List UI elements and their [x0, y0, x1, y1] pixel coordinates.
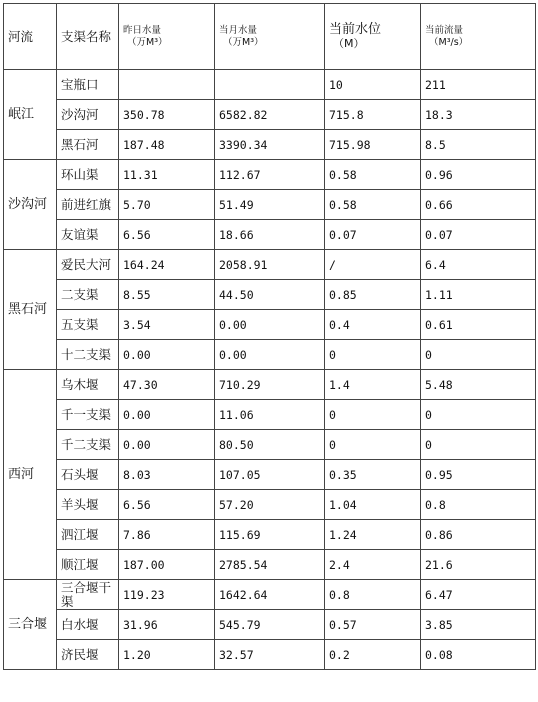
table-row: [4, 310, 536, 340]
yesterday-volume-cell: 0.00: [119, 400, 215, 430]
flow-rate-cell: 0.95: [421, 460, 536, 490]
yesterday-volume-cell: 7.86: [119, 520, 215, 550]
table-row: [4, 520, 536, 550]
month-volume-cell: [215, 70, 325, 100]
water-level-cell: 715.8: [325, 100, 421, 130]
water-level-cell: 0: [325, 400, 421, 430]
header-month: [215, 4, 325, 70]
flow-rate-cell: 18.3: [421, 100, 536, 130]
branch-name-cell: 爱民大河: [57, 250, 119, 280]
branch-name-cell: 沙沟河: [57, 100, 119, 130]
header-level-label: 当前水位: [329, 21, 382, 37]
month-volume-cell: 545.79: [215, 610, 325, 640]
water-level-cell: 0.58: [325, 160, 421, 190]
flow-rate-cell: 21.6: [421, 550, 536, 580]
table-row: [4, 130, 536, 160]
flow-rate-cell: 1.11: [421, 280, 536, 310]
table-row: [4, 550, 536, 580]
river-name-cell: 西河: [4, 370, 57, 580]
flow-rate-cell: 211: [421, 70, 536, 100]
flow-rate-cell: 0.86: [421, 520, 536, 550]
flow-rate-cell: 5.48: [421, 370, 536, 400]
river-name-cell: 三合堰: [4, 580, 57, 670]
month-volume-cell: 115.69: [215, 520, 325, 550]
flow-rate-cell: 0: [421, 430, 536, 460]
water-level-cell: 0: [325, 430, 421, 460]
month-volume-cell: 11.06: [215, 400, 325, 430]
flow-rate-cell: 0: [421, 340, 536, 370]
flow-rate-cell: 0.8: [421, 490, 536, 520]
water-level-cell: 1.4: [325, 370, 421, 400]
yesterday-volume-cell: 47.30: [119, 370, 215, 400]
header-branch-name: 支渠名称: [57, 4, 119, 70]
water-level-cell: 0: [325, 340, 421, 370]
water-level-cell: 0.85: [325, 280, 421, 310]
yesterday-volume-cell: 11.31: [119, 160, 215, 190]
branch-name-cell: 三合堰干渠: [57, 580, 119, 610]
yesterday-volume-cell: 187.48: [119, 130, 215, 160]
flow-rate-cell: 6.47: [421, 580, 536, 610]
table-row: [4, 250, 536, 280]
table-row: [4, 460, 536, 490]
water-data-table: [3, 3, 536, 670]
month-volume-cell: 2785.54: [215, 550, 325, 580]
branch-name-cell: 宝瓶口: [57, 70, 119, 100]
header-row: [4, 4, 536, 70]
header-yesterday: [119, 4, 215, 70]
branch-name-cell: 石头堰: [57, 460, 119, 490]
flow-rate-cell: 0: [421, 400, 536, 430]
branch-name-cell: 泗江堰: [57, 520, 119, 550]
yesterday-volume-cell: 6.56: [119, 490, 215, 520]
header-river: 河流: [4, 4, 57, 70]
branch-name-cell: 济民堰: [57, 640, 119, 670]
yesterday-volume-cell: 164.24: [119, 250, 215, 280]
header-level-unit: （M）: [333, 36, 365, 50]
yesterday-volume-cell: 8.03: [119, 460, 215, 490]
water-level-cell: 10: [325, 70, 421, 100]
flow-rate-cell: 8.5: [421, 130, 536, 160]
yesterday-volume-cell: 5.70: [119, 190, 215, 220]
water-level-cell: 0.07: [325, 220, 421, 250]
flow-rate-cell: 0.08: [421, 640, 536, 670]
water-level-cell: 0.2: [325, 640, 421, 670]
branch-name-cell: 黑石河: [57, 130, 119, 160]
month-volume-cell: 57.20: [215, 490, 325, 520]
yesterday-volume-cell: 119.23: [119, 580, 215, 610]
yesterday-volume-cell: 6.56: [119, 220, 215, 250]
flow-rate-cell: 6.4: [421, 250, 536, 280]
yesterday-volume-cell: 0.00: [119, 340, 215, 370]
water-level-cell: 0.8: [325, 580, 421, 610]
water-level-cell: 0.58: [325, 190, 421, 220]
header-yesterday-label: 昨日水量: [123, 24, 162, 36]
branch-name-cell: 羊头堰: [57, 490, 119, 520]
table-row: [4, 580, 536, 610]
water-level-cell: 2.4: [325, 550, 421, 580]
branch-name-cell: 白水堰: [57, 610, 119, 640]
table-row: [4, 370, 536, 400]
river-name-cell: 岷江: [4, 70, 57, 160]
yesterday-volume-cell: 3.54: [119, 310, 215, 340]
month-volume-cell: 32.57: [215, 640, 325, 670]
header-month-label: 当月水量: [219, 24, 258, 36]
yesterday-volume-cell: 1.20: [119, 640, 215, 670]
table-row: [4, 220, 536, 250]
branch-name-cell: 前进红旗: [57, 190, 119, 220]
branch-name-cell: 二支渠: [57, 280, 119, 310]
table-row: [4, 190, 536, 220]
yesterday-volume-cell: 31.96: [119, 610, 215, 640]
water-level-cell: 715.98: [325, 130, 421, 160]
header-flow-label: 当前流量: [425, 24, 464, 36]
branch-name-cell: 五支渠: [57, 310, 119, 340]
table-row: [4, 280, 536, 310]
month-volume-cell: 0.00: [215, 310, 325, 340]
table-row: [4, 490, 536, 520]
branch-name-cell: 千二支渠: [57, 430, 119, 460]
month-volume-cell: 51.49: [215, 190, 325, 220]
table-row: [4, 430, 536, 460]
month-volume-cell: 44.50: [215, 280, 325, 310]
table-row: [4, 70, 536, 100]
water-level-cell: 1.24: [325, 520, 421, 550]
table-row: [4, 640, 536, 670]
header-flow: [421, 4, 536, 70]
branch-name-cell: 乌木堰: [57, 370, 119, 400]
water-level-cell: /: [325, 250, 421, 280]
flow-rate-cell: 0.61: [421, 310, 536, 340]
water-level-cell: 0.57: [325, 610, 421, 640]
month-volume-cell: 0.00: [215, 340, 325, 370]
table-row: [4, 400, 536, 430]
table-body: [4, 70, 536, 670]
water-level-cell: 1.04: [325, 490, 421, 520]
water-level-cell: 0.4: [325, 310, 421, 340]
header-level: [325, 4, 421, 70]
month-volume-cell: 80.50: [215, 430, 325, 460]
water-level-cell: 0.35: [325, 460, 421, 490]
flow-rate-cell: 0.66: [421, 190, 536, 220]
month-volume-cell: 112.67: [215, 160, 325, 190]
branch-name-cell: 环山渠: [57, 160, 119, 190]
yesterday-volume-cell: 8.55: [119, 280, 215, 310]
month-volume-cell: 6582.82: [215, 100, 325, 130]
yesterday-volume-cell: 0.00: [119, 430, 215, 460]
header-flow-unit: （M³/s）: [429, 36, 469, 48]
header-yesterday-unit: （万M³）: [127, 36, 168, 48]
month-volume-cell: 2058.91: [215, 250, 325, 280]
table-row: [4, 610, 536, 640]
river-name-cell: 黑石河: [4, 250, 57, 370]
table-row: [4, 160, 536, 190]
branch-name-cell: 友谊渠: [57, 220, 119, 250]
month-volume-cell: 18.66: [215, 220, 325, 250]
river-name-cell: 沙沟河: [4, 160, 57, 250]
month-volume-cell: 3390.34: [215, 130, 325, 160]
branch-name-cell: 顺江堰: [57, 550, 119, 580]
table-row: [4, 340, 536, 370]
branch-name-cell: 十二支渠: [57, 340, 119, 370]
table-row: [4, 100, 536, 130]
flow-rate-cell: 3.85: [421, 610, 536, 640]
month-volume-cell: 107.05: [215, 460, 325, 490]
flow-rate-cell: 0.07: [421, 220, 536, 250]
yesterday-volume-cell: [119, 70, 215, 100]
flow-rate-cell: 0.96: [421, 160, 536, 190]
branch-name-cell: 千一支渠: [57, 400, 119, 430]
header-month-unit: （万M³）: [223, 36, 264, 48]
month-volume-cell: 710.29: [215, 370, 325, 400]
yesterday-volume-cell: 350.78: [119, 100, 215, 130]
month-volume-cell: 1642.64: [215, 580, 325, 610]
yesterday-volume-cell: 187.00: [119, 550, 215, 580]
